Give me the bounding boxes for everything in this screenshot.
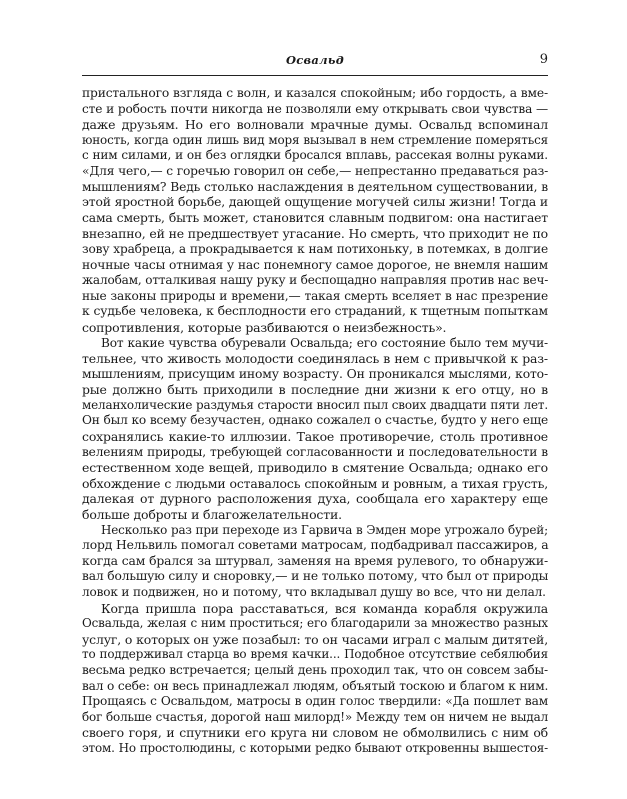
text-line: естественном ходе вещей, приводило в смятение Освальда; однако его [82,460,548,476]
text-line: вал большую силу и сноровку,— и не только потому, что был от природы [82,569,549,584]
text-line: далекая от дурного расположения духа, сообщала его характеру еще [82,491,548,507]
text-line: этой яростной борьбе, дающей ощущение могучей силы жизни! Тогда и [82,195,548,210]
text-line: мышлениям, присущим иному возрасту. Он проникался мыслями, кото- [82,366,548,381]
text-line: Несколько раз при переходе из Гарвича в Эмден море угрожало бурей; [101,522,548,537]
text-line: ные законы природы и времени,— такая смерть вселяет в нас презрение [82,288,548,303]
text-line: внезапно, ей не предшествует угасание. Но смерть, что приходит не по [82,226,548,242]
text-line: рые должно быть приходили в последние дни жизни к его отцу, но в [82,382,548,398]
text-line: бог больше счастья, дорогой наш милорд!» Между тем он ничем не выдал [82,709,548,724]
text-line: Прощаясь с Освальдом, матросы в один голос твердили: «Да пошлет вам [82,694,548,709]
text-line: услуг, о которых он уже позабыл: то он часами играл с малым дитятей, [82,631,548,647]
text-line: даже друзьям. Но его волновали мрачные думы. Освальд вспоминал [82,117,548,133]
text-line: то поддерживал старца во время качки... Подобное отсутствие себялюбия [82,647,548,662]
header-rule [82,75,548,76]
text-line: сохранялись какие-то иллюзии. Такое противоречие, столь противное [82,429,548,445]
text-line: пристального взгляда с волн, и казался спокойным; ибо гордость, а вме- [82,86,548,100]
text-line: юность, когда один лишь вид моря вызывал в нем стремление померяться [82,132,548,147]
text-line: Он был ко всему безучастен, однако сожалел о счастье, будто у него еще [82,413,548,428]
text-line: меланхолические раздумья старости вносил пыл своих двадцати пяти лет. [82,397,548,412]
body-text [82,86,548,757]
text-line: жалобам, отталкивая нашу руку и беспощадно направляя против нас веч- [82,273,549,288]
text-line: лорд Нельвиль помогал советами матросам, подбадривал пассажиров, а [82,538,549,553]
text-line: своего горя, и спутники его круга ни словом не обмолвились с ним об [82,725,548,741]
text-line: Когда пришла пора расставаться, вся команда корабля окружила [101,600,548,616]
running-head [82,53,548,73]
text-line: ловок и подвижен, но и потому, что вкладывал душу во все, что ни делал. [82,585,546,599]
text-line: ночные часы отнимая у нас понемногу самое дорогое, не внемля нашим [82,257,548,272]
text-line: велениям природы, требующей согласованности и последовательности в [82,444,548,459]
text-line: зову храбреца, а прокрадывается к нам потихоньку, в потемках, в долгие [82,241,548,256]
text-line: обхождение с людьми оставалось спокойным и ровным, а тихая грусть, [82,475,548,491]
running-title: Освальд [285,53,345,67]
text-line: Вот какие чувства обуревали Освальда; его состояние было тем мучи- [101,335,548,350]
text-line: этом. Но простолюдины, с которыми редко бывают откровенны вышестоя- [82,740,548,755]
text-line: больше доброты и благожелательности. [82,507,342,523]
text-line: сте и робость почти никогда не позволяли ему открывать свои чувства — [82,101,548,116]
text-line: к судьбе человека, к бесплодности его страданий, к тщетным попыткам [82,304,548,319]
text-line: тельнее, что живость молодости соединялась в нем с привычкой к раз- [82,351,548,367]
text-line: вал о себе: он весь принадлежал людям, объятый тоскою и благом к ним. [82,678,549,693]
text-line: Освальда, желая с ним проститься; его благодарили за множество разных [82,616,548,631]
text-line: «Для чего,— с горечью говорил он себе,— непрестанно предаваться раз- [82,163,549,178]
text-line: весьма редко встречается; целый день проходил так, что он совсем забы- [82,662,548,677]
text-line: с ним силами, и он без оглядки бросался вплавь, рассекая волны руками. [82,148,548,163]
page-number: 9 [539,52,548,67]
text-line: сама смерть, быть может, становится славным подвигом: она настигает [82,210,548,225]
text-line: мышлениям? Ведь столько наслаждения в деятельном существовании, в [82,179,548,194]
text-line: когда сам брался за штурвал, заменяя на время рулевого, то обнаружи- [82,553,548,568]
text-line: сопротивления, которые разбиваются о неизбежность». [82,319,447,335]
